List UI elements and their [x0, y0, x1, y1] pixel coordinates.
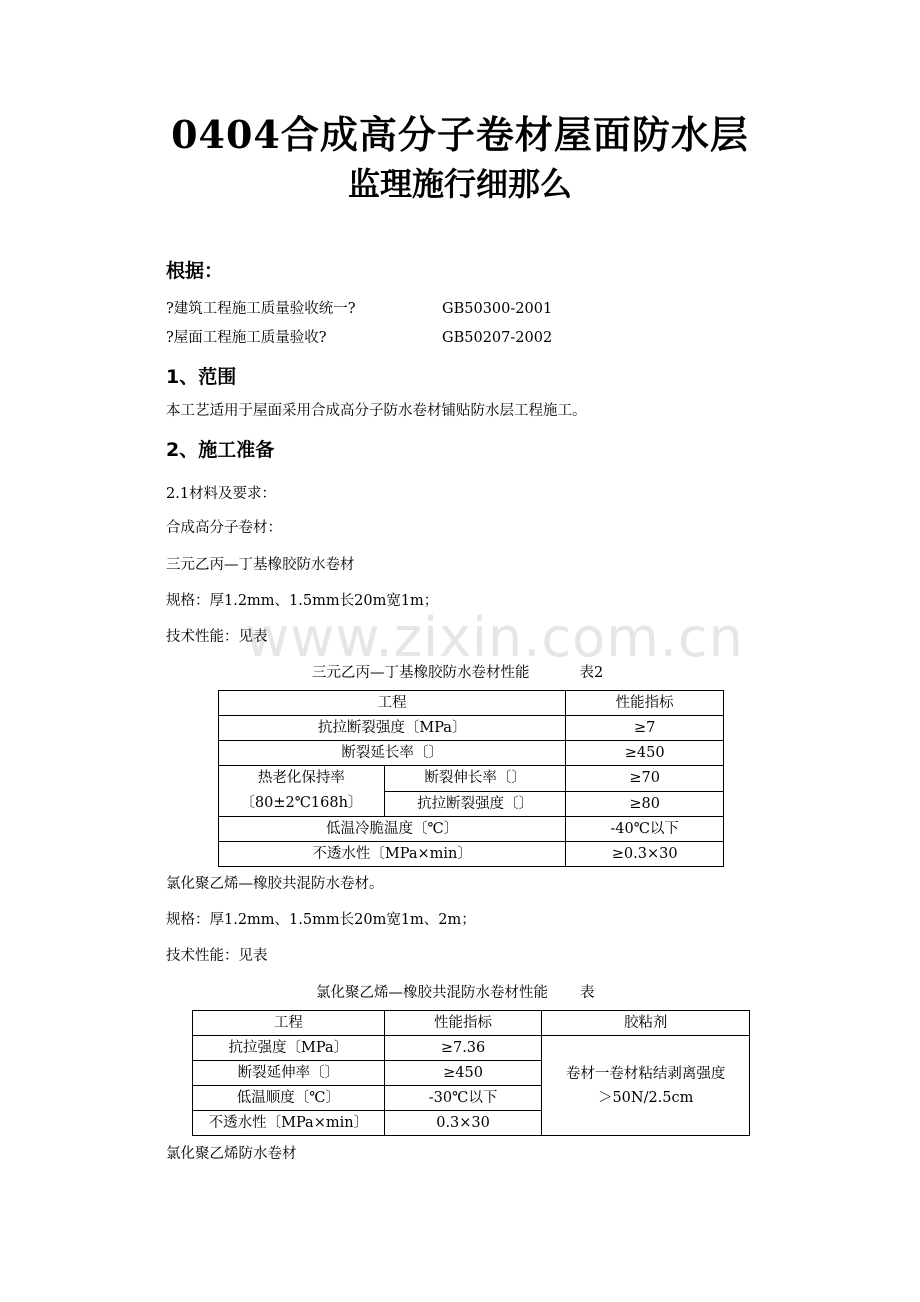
table-cell-item: 不透水性〔MPa×min〕 — [193, 1111, 385, 1136]
adhesive-line2: ＞50N/2.5cm — [597, 1089, 694, 1106]
table-cell-subitem: 抗拉断裂强度〔〕 — [384, 791, 565, 817]
reference-line — [166, 328, 553, 348]
table-header-cell: 工程 — [193, 1011, 385, 1036]
scope-text: 本工艺适用于屋面采用合成高分子防水卷材铺贴防水层工程施工。 — [166, 403, 587, 419]
table2 — [192, 1010, 750, 1136]
table-cell-value: -30℃以下 — [384, 1086, 542, 1111]
table-cell-item: 抗拉强度〔MPa〕 — [193, 1036, 385, 1061]
body-line: 技术性能：见表 — [166, 948, 268, 964]
group-label-line2: 〔80±2℃168h〕 — [240, 795, 363, 811]
body-line: 氯化聚乙烯防水卷材 — [166, 1146, 297, 1162]
group-label-line1: 热老化保持率 — [257, 770, 345, 786]
reference-name: ?建筑工程施工质量验收统一? — [166, 301, 356, 317]
table-header-row — [193, 1011, 750, 1036]
table-cell-item: 低温顺度〔℃〕 — [193, 1086, 385, 1111]
table-row — [193, 1036, 750, 1061]
table-cell-value: ≥0.3×30 — [566, 842, 724, 867]
table-cell-value: ≥450 — [384, 1061, 542, 1086]
watermark: www.zixin.com.cn — [245, 606, 744, 669]
document-title-line2: 监理施行细那么 — [347, 165, 572, 203]
document-title-line1: 0404合成高分子卷材屋面防水层 — [171, 112, 749, 157]
table-cell-value: ≥7.36 — [384, 1036, 542, 1061]
table-cell-value: ≥7 — [566, 716, 724, 741]
table-cell-group — [219, 766, 385, 817]
table-header-cell: 胶粘剂 — [542, 1011, 750, 1036]
body-line: 规格：厚1.2mm、1.5mm长20m宽1m、2m； — [166, 912, 476, 928]
table-row — [219, 741, 724, 766]
reference-name: ?屋面工程施工质量验收? — [166, 330, 327, 346]
table-cell-value: 0.3×30 — [384, 1111, 542, 1136]
body-line: 氯化聚乙烯—橡胶共混防水卷材。 — [166, 876, 384, 892]
table-header-cell: 工程 — [219, 691, 566, 716]
adhesive-line1: 卷材一卷材粘结剥离强度 — [565, 1065, 726, 1082]
prep-line: 合成高分子卷材： — [166, 520, 282, 536]
prep-line: 技术性能：见表 — [166, 629, 268, 645]
reference-code: GB50300-2001 — [442, 301, 553, 317]
table1-caption-title: 三元乙丙—丁基橡胶防水卷材性能 — [312, 665, 530, 681]
table2-caption-title: 氯化聚乙烯—橡胶共混防水卷材性能 — [316, 985, 548, 1001]
table2-caption — [316, 983, 595, 1003]
table-row — [219, 842, 724, 867]
table-row — [219, 766, 724, 792]
prep-line: 2.1材料及要求： — [166, 486, 277, 502]
table-cell-item: 不透水性〔MPa×min〕 — [219, 842, 566, 867]
table-cell-value: ≥70 — [566, 766, 724, 792]
preparation-heading: 2、施工准备 — [166, 439, 275, 461]
table-cell-adhesive — [542, 1036, 750, 1136]
reference-code: GB50207-2002 — [442, 330, 553, 346]
table-cell-value: ≥80 — [566, 791, 724, 817]
table-row — [219, 817, 724, 842]
table-cell-value: ≥450 — [566, 741, 724, 766]
table-cell-subitem: 断裂伸长率〔〕 — [384, 766, 565, 792]
table2-caption-number: 表 — [580, 985, 595, 1001]
table-cell-item: 断裂延伸率〔〕 — [193, 1061, 385, 1086]
table-header-row — [219, 691, 724, 716]
table-row — [219, 716, 724, 741]
table1-caption — [312, 663, 603, 683]
table-cell-value: -40℃以下 — [566, 817, 724, 842]
basis-heading: 根据： — [166, 260, 224, 282]
scope-heading: 1、范围 — [166, 366, 237, 388]
table-header-cell: 性能指标 — [566, 691, 724, 716]
prep-line: 三元乙丙—丁基橡胶防水卷材 — [166, 557, 355, 573]
table-cell-item: 低温冷脆温度〔℃〕 — [219, 817, 566, 842]
table1 — [218, 690, 724, 867]
table1-caption-number: 表2 — [579, 665, 604, 681]
reference-line — [166, 299, 553, 319]
prep-line: 规格：厚1.2mm、1.5mm长20m宽1m； — [166, 593, 439, 609]
table-cell-item: 抗拉断裂强度〔MPa〕 — [219, 716, 566, 741]
table-cell-item: 断裂延长率〔〕 — [219, 741, 566, 766]
table-header-cell: 性能指标 — [384, 1011, 542, 1036]
